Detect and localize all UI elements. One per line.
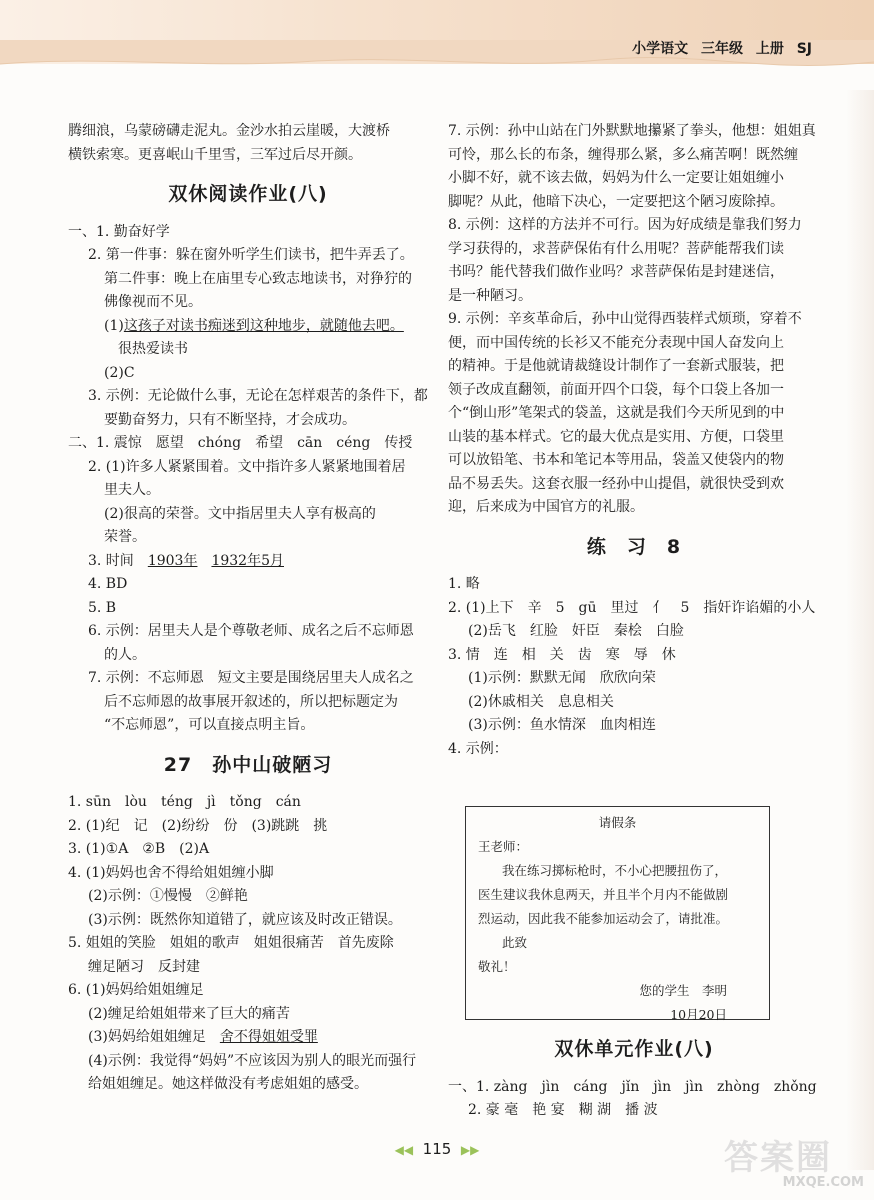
answer-line: 要勤奋努力，只有不断坚持，才会成功。 xyxy=(104,411,356,428)
note-body-line: 医生建议我休息两天，并且半个月内不能做剧 xyxy=(478,887,729,902)
answer-line xyxy=(68,315,428,339)
page-edge-shade xyxy=(846,90,874,1170)
answer-line: 2. 第一件事：躲在窗外听学生们读书，把牛弄丢了。 xyxy=(88,247,414,263)
answer-line: 8. 示例：这样的方法并不可行。因为好成绩是靠我们努力 xyxy=(448,217,802,233)
answer-line: (2)休戚相关 息息相关 xyxy=(468,693,614,710)
header-volume: 上册 xyxy=(755,41,784,57)
answer-line: 7. 示例：孙中山站在门外默默地攥紧了拳头，他想：姐姐真 xyxy=(448,123,816,139)
answer-line: 的人。 xyxy=(104,646,146,663)
answer-line: 山装的基本样式。它的最大优点是实用、方便，口袋里 xyxy=(448,428,784,445)
answer-line: 便，而中国传统的长衫又不能充分表现中国人奋发向上 xyxy=(448,334,784,351)
intro-line: 横铁索寒。更喜岷山千里雪，三军过后尽开颜。 xyxy=(68,146,362,163)
header-title xyxy=(632,38,812,58)
answer-line: 学习获得的，求菩萨保佑有什么用呢？菩萨能帮我们读 xyxy=(448,240,784,257)
note-title: 请假条 xyxy=(598,815,637,830)
arrows-left-icon: ◀◀ xyxy=(394,1143,414,1157)
answer-line: 的精神。于是他就请裁缝设计制作了一套新式服装，把 xyxy=(448,358,784,374)
answer-line: 小脚不好，就不该去做，妈妈为什么一定要让姐姐缠小 xyxy=(448,170,784,186)
answer-line: 5. 姐姐的笑脸 姐姐的歌声 姐姐很痛苦 首先废除 xyxy=(68,935,394,951)
right-column xyxy=(448,120,820,761)
answer-line: 佛像视而不见。 xyxy=(104,294,202,310)
answer-line: 迎，后来成为中国官方的礼服。 xyxy=(448,499,644,515)
watermark-url: MXQE.COM xyxy=(782,1175,864,1190)
watermark-logo xyxy=(724,1130,864,1194)
answer-line: 6. 示例：居里夫人是个尊敬老师、成名之后不忘师恩 xyxy=(88,623,414,639)
answer-line xyxy=(68,550,428,574)
leave-note-box xyxy=(465,806,770,1020)
header-edition: SJ xyxy=(796,41,812,57)
answer-line: (2)缠足给姐姐带来了巨大的痛苦 xyxy=(88,1005,290,1022)
answer-line: 可怜，那么长的布条，缠得那么紧，多么痛苦啊！既然缠 xyxy=(448,146,798,163)
answer-line: 2. (1)纪 记 (2)纷纷 份 (3)跳跳 挑 xyxy=(68,817,328,834)
arrows-right-icon: ▶▶ xyxy=(460,1143,480,1157)
intro-line: 腾细浪，乌蒙磅礴走泥丸。金沙水拍云崖暖，大渡桥 xyxy=(68,123,390,139)
answer-line: “不忘师恩”，可以直接点明主旨。 xyxy=(104,717,315,733)
section-title-exercise-8: 练 习 8 xyxy=(586,535,682,558)
answer-line: 一、1. 勤奋好学 xyxy=(68,223,170,240)
answer-line: 一、1. zàng jìn cáng jǐn jìn jìn zhòng zhǒng xyxy=(448,1078,817,1095)
answer-line: 2. (1)上下 辛 5 gū 里过 亻 5 指奸诈谄媚的小人 xyxy=(448,599,816,616)
answer-line: (2)示例：①慢慢 ②鲜艳 xyxy=(88,888,248,904)
answer-label: (1) xyxy=(104,317,124,334)
answer-line: 2. 豪 毫 艳 宴 糊 湖 播 波 xyxy=(468,1102,658,1118)
answer-line: 荣誉。 xyxy=(104,529,146,545)
answer-line: (2)岳飞 红脸 奸臣 秦桧 白脸 xyxy=(468,623,684,639)
answer-line: 4. (1)妈妈也舍不得给姐姐缠小脚 xyxy=(68,864,274,881)
answer-line: 个“倒山形”笔架式的袋盖，这就是我们今天所见到的中 xyxy=(448,405,785,421)
answer-line: (2)C xyxy=(104,364,135,381)
watermark-title: 答案圈 xyxy=(724,1138,832,1178)
note-closing: 敬礼！ xyxy=(478,959,516,974)
section-title-weekend-unit-8: 双休单元作业(八) xyxy=(554,1038,714,1060)
note-date: 10月20日 xyxy=(670,1007,727,1022)
header-grade: 三年级 xyxy=(700,41,743,57)
answer-line: 书吗？能代替我们做作业吗？求菩萨保佑是封建迷信， xyxy=(448,264,784,280)
note-body-line: 我在练习掷标枪时，不小心把腰扭伤了， xyxy=(502,863,728,878)
note-body-line: 烈运动，因此我不能参加运动会了，请批准。 xyxy=(478,911,729,926)
underlined-answer: 这孩子对读书痴迷到这种地步，就随他去吧。 xyxy=(123,317,404,334)
answer-line: (1)示例：默默无闻 欣欣向荣 xyxy=(468,670,656,686)
answer-line: 4. 示例： xyxy=(448,740,508,757)
answer-line: 领子改成直翻领，前面开四个口袋，每个口袋上各加一 xyxy=(448,381,784,398)
answer-line: 里夫人。 xyxy=(104,482,160,498)
answer-line: (3)示例：鱼水情深 血肉相连 xyxy=(468,717,656,733)
answer-line: 7. 示例：不忘师恩 短文主要是围绕居里夫人成名之 xyxy=(88,670,414,686)
answer-line: (3)示例：既然你知道错了，就应该及时改正错误。 xyxy=(88,911,402,928)
answer-line: 二、1. 震惊 愿望 chóng 希望 cān céng 传授 xyxy=(68,435,413,451)
answer-line: 脚呢？从此，他暗下决心，一定要把这个陋习废除掉。 xyxy=(448,193,784,210)
underlined-answer: 1903年 xyxy=(147,552,198,569)
answer-line: 6. (1)妈妈给姐姐缠足 xyxy=(68,982,204,998)
answer-line: 是一种陋习。 xyxy=(448,287,532,304)
section-title-lesson-27: 27 孙中山破陋习 xyxy=(163,753,333,776)
header-subject: 小学语文 xyxy=(632,41,689,57)
answer-line: 可以放铅笔、书本和笔记本等用品，袋盖又使袋内的物 xyxy=(448,452,784,468)
answer-line: 9. 示例：辛亥革命后，孙中山觉得西装样式烦琐，穿着不 xyxy=(448,311,802,327)
answer-line: 后不忘师恩的故事展开叙述的，所以把标题定为 xyxy=(104,693,398,710)
answer-line xyxy=(68,1026,428,1050)
answer-line: 1. sūn lòu téng jì tǒng cán xyxy=(68,794,301,810)
answer-line: 2. (1)许多人紧紧围着。文中指许多人紧紧地围着居 xyxy=(88,458,406,475)
answer-line: (2)很高的荣誉。文中指居里夫人享有极高的 xyxy=(104,505,376,522)
section-title-weekend-reading-8: 双休阅读作业(八) xyxy=(168,183,328,205)
answer-line: 缠足陋习 反封建 xyxy=(88,958,200,975)
answer-line: 3. 情 连 相 关 齿 寒 辱 休 xyxy=(448,646,676,663)
note-signature: 您的学生 李明 xyxy=(639,983,727,998)
answer-line: 品不易丢失。这套衣服一经孙中山提倡，就很快受到欢 xyxy=(448,475,784,492)
answer-line: 4. BD xyxy=(88,576,128,592)
answer-line: 1. 略 xyxy=(448,576,480,592)
answer-line: 很热爱读书 xyxy=(118,341,188,357)
underlined-answer: 1932年5月 xyxy=(211,552,284,569)
answer-line: 3. 示例：无论做什么事，无论在怎样艰苦的条件下，都 xyxy=(88,388,428,404)
answer-line: 3. (1)①A ②B (2)A xyxy=(68,841,210,857)
answer-line: 第二件事：晚上在庙里专心致志地读书，对狰狞的 xyxy=(104,270,412,287)
answer-line: 给姐姐缠足。她这样做没有考虑姐姐的感受。 xyxy=(88,1076,368,1092)
answer-line: (4)示例：我觉得“妈妈”不应该因为别人的眼光而强行 xyxy=(88,1052,417,1069)
answer-label: 3. 时间 xyxy=(88,552,148,569)
left-column xyxy=(68,120,428,1097)
answer-line: 5. B xyxy=(88,599,117,616)
answer-label: (3)妈妈给姐姐缠足 xyxy=(88,1029,220,1045)
underlined-answer: 舍不得姐姐受罪 xyxy=(219,1029,318,1045)
note-greeting: 王老师： xyxy=(478,839,529,854)
page-number-text: 115 xyxy=(422,1140,452,1158)
right-column-bottom xyxy=(448,1038,820,1123)
note-closing: 此致 xyxy=(502,935,528,950)
